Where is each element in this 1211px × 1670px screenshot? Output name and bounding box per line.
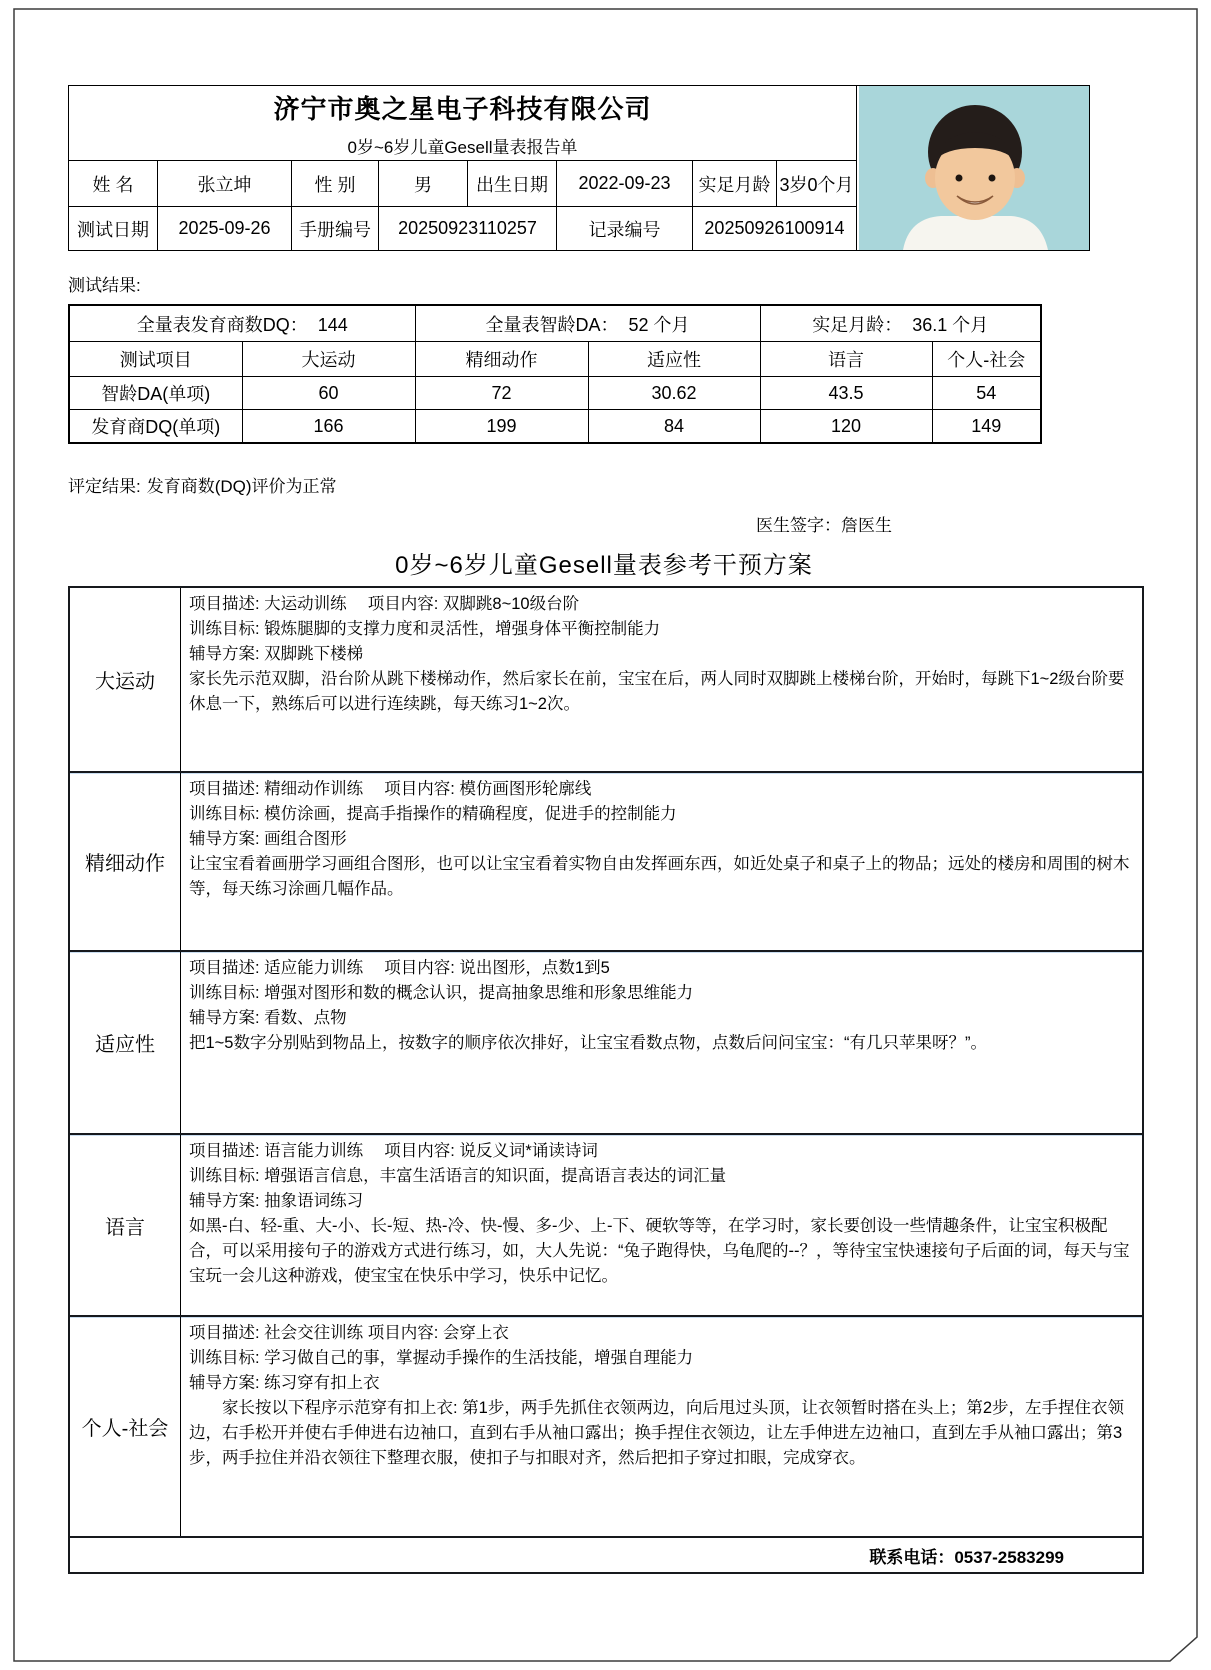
- col-header-gross-motor: 大运动: [242, 342, 415, 377]
- da-personal-social: 54: [932, 377, 1041, 410]
- da-language: 43.5: [760, 377, 932, 410]
- full-scale-da-value: 52 个月: [628, 314, 690, 335]
- section-label-personal-social: 个人-社会: [70, 1317, 181, 1536]
- record-number-value: 20250926100914: [693, 207, 857, 251]
- da-row-label: 智龄DA(单项): [69, 377, 242, 410]
- section-content: [181, 1135, 1142, 1315]
- name-label: 姓 名: [69, 161, 158, 207]
- col-header-language: 语言: [760, 342, 932, 377]
- plan-section-language: [70, 1133, 1142, 1315]
- section-body: 如黑-白、轻-重、大-小、长-短、热-冷、快-慢、多-少、上-下、硬软等等，在学习时，家长要创设一些情趣条件，让宝宝积极配合，可以采用接句子的游戏方式进行练习，如，大人先说：“兔子跑得快，乌龟爬的--？，等待宝宝快速接句子后面的词，每天与宝宝玩一会儿这种游戏，使宝宝在快乐中学习，快乐中记忆。: [189, 1217, 1130, 1285]
- actual-age-value: 36.1 个月: [912, 314, 989, 335]
- full-scale-dq-label: 全量表发育商数DQ：: [136, 314, 308, 335]
- dq-fine-motor: 199: [415, 410, 588, 444]
- section-label-adaptive: 适应性: [70, 952, 181, 1133]
- dq-personal-social: 149: [932, 410, 1041, 444]
- section-body: 让宝宝看着画册学习画组合图形，也可以让宝宝看着实物自由发挥画东西，如近处桌子和桌子上的物品；远处的楼房和周围的树木等，每天练习涂画几幅作品。: [189, 855, 1130, 898]
- age-label: 实足月龄: [693, 161, 777, 207]
- section-label-language: 语言: [70, 1135, 181, 1315]
- testdate-value: 2025-09-26: [158, 207, 292, 251]
- table-row-dq: [69, 410, 1041, 444]
- name-value: 张立坤: [158, 161, 292, 207]
- dq-adaptive: 84: [588, 410, 760, 444]
- actual-age-cell: [760, 305, 1041, 342]
- evaluation-value: 发育商数(DQ)评价为正常: [146, 477, 337, 496]
- plan-section-fine-motor: [70, 771, 1142, 950]
- full-scale-dq-value: 144: [317, 314, 348, 335]
- report-content: [68, 0, 1140, 1574]
- section-body: 家长先示范双脚，沿台阶从跳下楼梯动作，然后家长在前，宝宝在后，两人同时双脚跳上楼梯台阶，开始时，每跳下1~2级台阶要休息一下，熟练后可以进行连续跳，每天练习1~2次。: [189, 670, 1125, 713]
- plan-title: 0岁~6岁儿童Gesell量表参考干预方案: [395, 552, 813, 579]
- section-description: 项目描述: 社会交往训练 项目内容: 会穿上衣: [189, 1324, 509, 1342]
- child-portrait-image: [859, 86, 1090, 250]
- manual-number-label: 手册编号: [292, 207, 379, 251]
- test-results-heading: 测试结果:: [68, 276, 141, 295]
- section-goal: 训练目标: 增强语言信息，丰富生活语言的知识面，提高语言表达的词汇量: [189, 1167, 727, 1185]
- section-method: 辅导方案: 看数、点物: [189, 1009, 347, 1027]
- footer-row: [70, 1536, 1142, 1572]
- birthdate-label: 出生日期: [468, 161, 557, 207]
- col-header-fine-motor: 精细动作: [415, 342, 588, 377]
- section-label-fine-motor: 精细动作: [70, 773, 181, 950]
- plan-section-adaptive: [70, 950, 1142, 1133]
- gender-label: 性 别: [292, 161, 379, 207]
- col-header-personal-social: 个人-社会: [932, 342, 1041, 377]
- dq-row-label: 发育商DQ(单项): [69, 410, 242, 444]
- results-table: [68, 304, 1042, 444]
- manual-number-value: 20250923110257: [379, 207, 557, 251]
- section-goal: 训练目标: 模仿涂画，提高手指操作的精确程度，促进手的控制能力: [189, 805, 677, 823]
- plan-section-personal-social: [70, 1315, 1142, 1536]
- dq-gross-motor: 166: [242, 410, 415, 444]
- testdate-label: 测试日期: [69, 207, 158, 251]
- section-body: 家长按以下程序示范穿有扣上衣: 第1步，两手先抓住衣领两边，向后甩过头顶，让衣领暂时搭在头上；第2步，左手捏住衣领边，右手松开并使右手伸进右边袖口，直到右手从袖口露出；换手捏住衣领边，让左手伸进左边袖口，直到左手从袖口露出；第3步，两手拉住并沿衣领往下整理衣服，使扣子与扣眼对齐，然后把扣子穿过扣眼，完成穿衣。: [189, 1399, 1125, 1467]
- section-description: 项目描述: 适应能力训练 项目内容: 说出图形，点数1到5: [189, 959, 610, 977]
- actual-age-label: 实足月龄：: [812, 314, 903, 335]
- title-cell: [69, 86, 857, 161]
- section-content: [181, 952, 1142, 1133]
- plan-table: [68, 586, 1144, 1574]
- da-fine-motor: 72: [415, 377, 588, 410]
- birthdate-value: 2022-09-23: [557, 161, 693, 207]
- section-content: [181, 1317, 1142, 1536]
- da-adaptive: 30.62: [588, 377, 760, 410]
- col-header-adaptive: 适应性: [588, 342, 760, 377]
- section-method: 辅导方案: 练习穿有扣上衣: [189, 1374, 380, 1392]
- section-goal: 训练目标: 学习做自己的事，掌握动手操作的生活技能，增强自理能力: [189, 1349, 694, 1367]
- section-label-gross-motor: 大运动: [70, 588, 181, 771]
- section-content: [181, 588, 1142, 771]
- section-body: 把1~5数字分别贴到物品上，按数字的顺序依次排好，让宝宝看数点物，点数后问问宝宝：“有几只苹果呀？”。: [189, 1034, 987, 1052]
- section-description: 项目描述: 大运动训练 项目内容: 双脚跳8~10级台阶: [189, 595, 580, 613]
- evaluation-label: 评定结果:: [68, 477, 141, 496]
- section-content: [181, 773, 1142, 950]
- company-name: 济宁市奥之星电子科技有限公司: [273, 93, 652, 124]
- col-header-item: 测试项目: [69, 342, 242, 377]
- gender-value: 男: [379, 161, 468, 207]
- plan-section-gross-motor: [70, 588, 1142, 771]
- section-description: 项目描述: 语言能力训练 项目内容: 说反义词*诵读诗词: [189, 1142, 598, 1160]
- full-scale-dq-cell: [69, 305, 415, 342]
- contact-phone: 联系电话：0537-2583299: [869, 1547, 1064, 1567]
- doctor-signature: 医生签字：詹医生: [756, 516, 892, 535]
- section-method: 辅导方案: 双脚跳下楼梯: [189, 645, 364, 663]
- section-method: 辅导方案: 抽象语词练习: [189, 1192, 364, 1210]
- full-scale-da-label: 全量表智龄DA：: [485, 314, 619, 335]
- age-value: 3岁0个月: [777, 161, 857, 207]
- report-title: 0岁~6岁儿童Gesell量表报告单: [347, 137, 578, 157]
- dq-language: 120: [760, 410, 932, 444]
- child-photo: [857, 86, 1090, 251]
- section-goal: 训练目标: 增强对图形和数的概念认识，提高抽象思维和形象思维能力: [189, 984, 694, 1002]
- record-number-label: 记录编号: [557, 207, 693, 251]
- section-goal: 训练目标: 锻炼腿脚的支撑力度和灵活性，增强身体平衡控制能力: [189, 620, 661, 638]
- section-description: 项目描述: 精细动作训练 项目内容: 模仿画图形轮廓线: [189, 780, 592, 798]
- da-gross-motor: 60: [242, 377, 415, 410]
- full-scale-da-cell: [415, 305, 760, 342]
- evaluation-line: [68, 472, 1140, 497]
- header-table: [68, 85, 1090, 251]
- section-method: 辅导方案: 画组合图形: [189, 830, 347, 848]
- table-row-da: [69, 377, 1041, 410]
